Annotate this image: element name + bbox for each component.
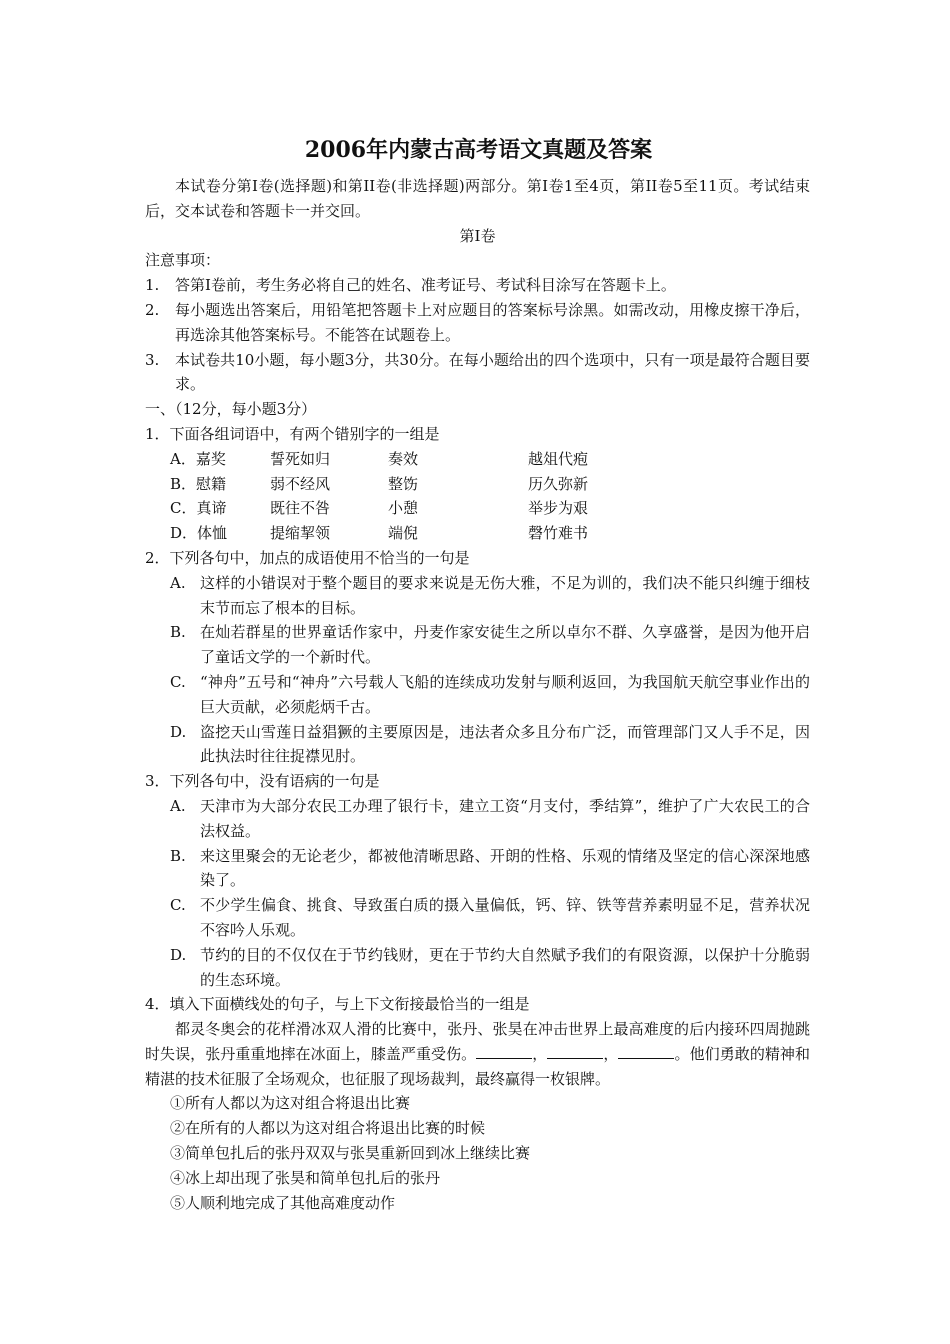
choice-cell: 端倪: [388, 524, 419, 543]
option-item: [145, 720, 810, 770]
option-letter: C.: [170, 896, 186, 915]
fill-blank: [618, 1042, 674, 1059]
choice-cell: C．真谛: [170, 499, 227, 518]
choice-row: [145, 447, 810, 472]
option-letter: B.: [170, 623, 186, 642]
question-stem: 3．下列各句中，没有语病的一句是: [145, 772, 380, 791]
option-letter: D.: [170, 722, 187, 741]
option-text: 盗挖天山雪莲日益猖獗的主要原因是，违法者众多且分布广泛，而管理部门又人手不足，因此执法时往往捉襟见肘。: [200, 722, 810, 766]
option-item: [145, 893, 810, 943]
option-item: [145, 844, 810, 894]
question-4: [145, 992, 810, 1215]
sentence-option: ①所有人都以为这对组合将退出比赛: [170, 1094, 411, 1113]
question-stem: 1．下面各组词语中，有两个错别字的一组是: [145, 424, 440, 443]
choice-cell: 奏效: [388, 449, 419, 468]
option-text: 来这里聚会的无论老少，都被他清晰思路、开朗的性格、乐观的情绪及坚定的信心深深地感染了。: [200, 846, 810, 890]
option-item: [145, 670, 810, 720]
choice-cell: 历久弥新: [528, 474, 589, 493]
notes-list: [145, 273, 810, 397]
section-title: 第I卷: [459, 226, 496, 245]
fill-blank: [476, 1042, 532, 1059]
choice-cell: B．慰籍: [170, 474, 227, 493]
option-letter: A.: [170, 573, 186, 592]
sentence-option: ⑤人顺利地完成了其他高难度动作: [170, 1193, 396, 1212]
choice-cell: 既往不咎: [270, 499, 331, 518]
sentence-option: ②在所有的人都以为这对组合将退出比赛的时候: [170, 1119, 486, 1138]
passage-before: 都灵冬奥会的花样滑冰双人滑的比赛中，张丹、张昊在冲击世界上最高难度的后内接环四周抛跳时失误，张丹重重地摔在冰面上，膝盖严重受伤。: [145, 1020, 810, 1063]
option-item: [145, 794, 810, 844]
option-item: [145, 571, 810, 621]
choice-cell: 誓死如归: [270, 449, 331, 468]
note-number: 2.: [145, 300, 160, 319]
question-2: [145, 546, 810, 769]
passage-paragraph: [145, 1017, 810, 1091]
fill-blank: [547, 1042, 603, 1059]
note-text: 每小题选出答案后，用铅笔把答题卡上对应题目的答案标号涂黑。如需改动，用橡皮擦干净后，再选涂其他答案标号。不能答在试题卷上。: [175, 300, 810, 344]
choice-cell: 提缩挈领: [270, 524, 331, 543]
choice-cell: 弱不经风: [270, 474, 331, 493]
choice-cell: 越俎代疱: [528, 449, 589, 468]
choice-row: [145, 496, 810, 521]
intro-paragraph: 本试卷分第I卷(选择题)和第II卷(非选择题)两部分。第I卷1至4页，第II卷5至11页。考试结束后，交本试卷和答题卡一并交回。: [145, 177, 810, 220]
choice-cell: 小憩: [388, 499, 419, 518]
notes-heading: 注意事项：: [145, 251, 221, 270]
question-stem: 2．下列各句中，加点的成语使用不恰当的一句是: [145, 548, 470, 567]
part-one-heading: 一、（12分，每小题3分）: [145, 400, 317, 419]
choice-cell: 整饬: [388, 474, 419, 493]
note-item: [145, 273, 810, 298]
option-item: [145, 943, 810, 993]
sentence-option: ③简单包扎后的张丹双双与张昊重新回到冰上继续比赛: [170, 1144, 531, 1163]
question-1: [145, 422, 810, 546]
option-text: 在灿若群星的世界童话作家中，丹麦作家安徒生之所以卓尔不群、久享盛誉，是因为他开启了童话文学的一个新时代。: [200, 623, 810, 667]
choice-cell: A．嘉奖: [170, 449, 226, 468]
question-3: [145, 769, 810, 992]
option-text: “神舟”五号和“神舟”六号载人飞船的连续成功发射与顺利返回，为我国航天航空事业作出的巨大贡献，必须彪炳千古。: [200, 672, 810, 716]
note-item: [145, 298, 810, 348]
option-text: 不少学生偏食、挑食、导致蛋白质的摄入量偏低，钙、锌、铁等营养素明显不足，营养状况不容吟人乐观。: [200, 896, 810, 939]
note-number: 1.: [145, 276, 160, 295]
blank-separator: ，: [532, 1044, 548, 1063]
document-page: [145, 134, 810, 1215]
question-stem: 4．填入下面横线处的句子，与上下文衔接最恰当的一组是: [145, 995, 530, 1014]
blank-separator: ，: [603, 1044, 619, 1063]
option-text: 这样的小错误对于整个题目的要求来说是无伤大雅，不足为训的，我们决不能只纠缠于细枝末节而忘了根本的目标。: [200, 573, 810, 617]
note-item: [145, 348, 810, 398]
option-text: 天津市为大部分农民工办理了银行卡，建立工资“月支付，季结算”，维护了广大农民工的合法权益。: [200, 796, 810, 840]
note-text: 答第I卷前，考生务必将自己的姓名、准考证号、考试科目涂写在答题卡上。: [175, 276, 676, 295]
page-title: 2006年内蒙古高考语文真题及答案: [304, 137, 653, 163]
option-letter: A.: [170, 796, 186, 815]
choice-cell: 举步为艰: [528, 499, 589, 518]
option-item: [145, 620, 810, 670]
choice-row: [145, 521, 810, 546]
choice-cell: D．体恤: [170, 524, 228, 543]
sentence-option: ④冰上却出现了张昊和简单包扎后的张丹: [170, 1168, 441, 1187]
choice-row: [145, 472, 810, 497]
option-letter: C.: [170, 672, 186, 691]
note-number: 3.: [145, 350, 160, 369]
option-letter: D.: [170, 945, 187, 964]
option-text: 节约的目的不仅仅在于节约钱财，更在于节约大自然赋予我们的有限资源，以保护十分脆弱的生态环境。: [200, 945, 810, 989]
passage-after: 。他们勇敢的精神和精湛的技术征服了全场观众，也征服了现场裁判，最终赢得一枚银牌。: [145, 1044, 810, 1088]
note-text: 本试卷共10小题，每小题3分，共30分。在每小题给出的四个选项中，只有一项是最符合题目要求。: [175, 350, 810, 394]
choice-cell: 磬竹难书: [528, 524, 589, 543]
option-letter: B.: [170, 846, 186, 865]
